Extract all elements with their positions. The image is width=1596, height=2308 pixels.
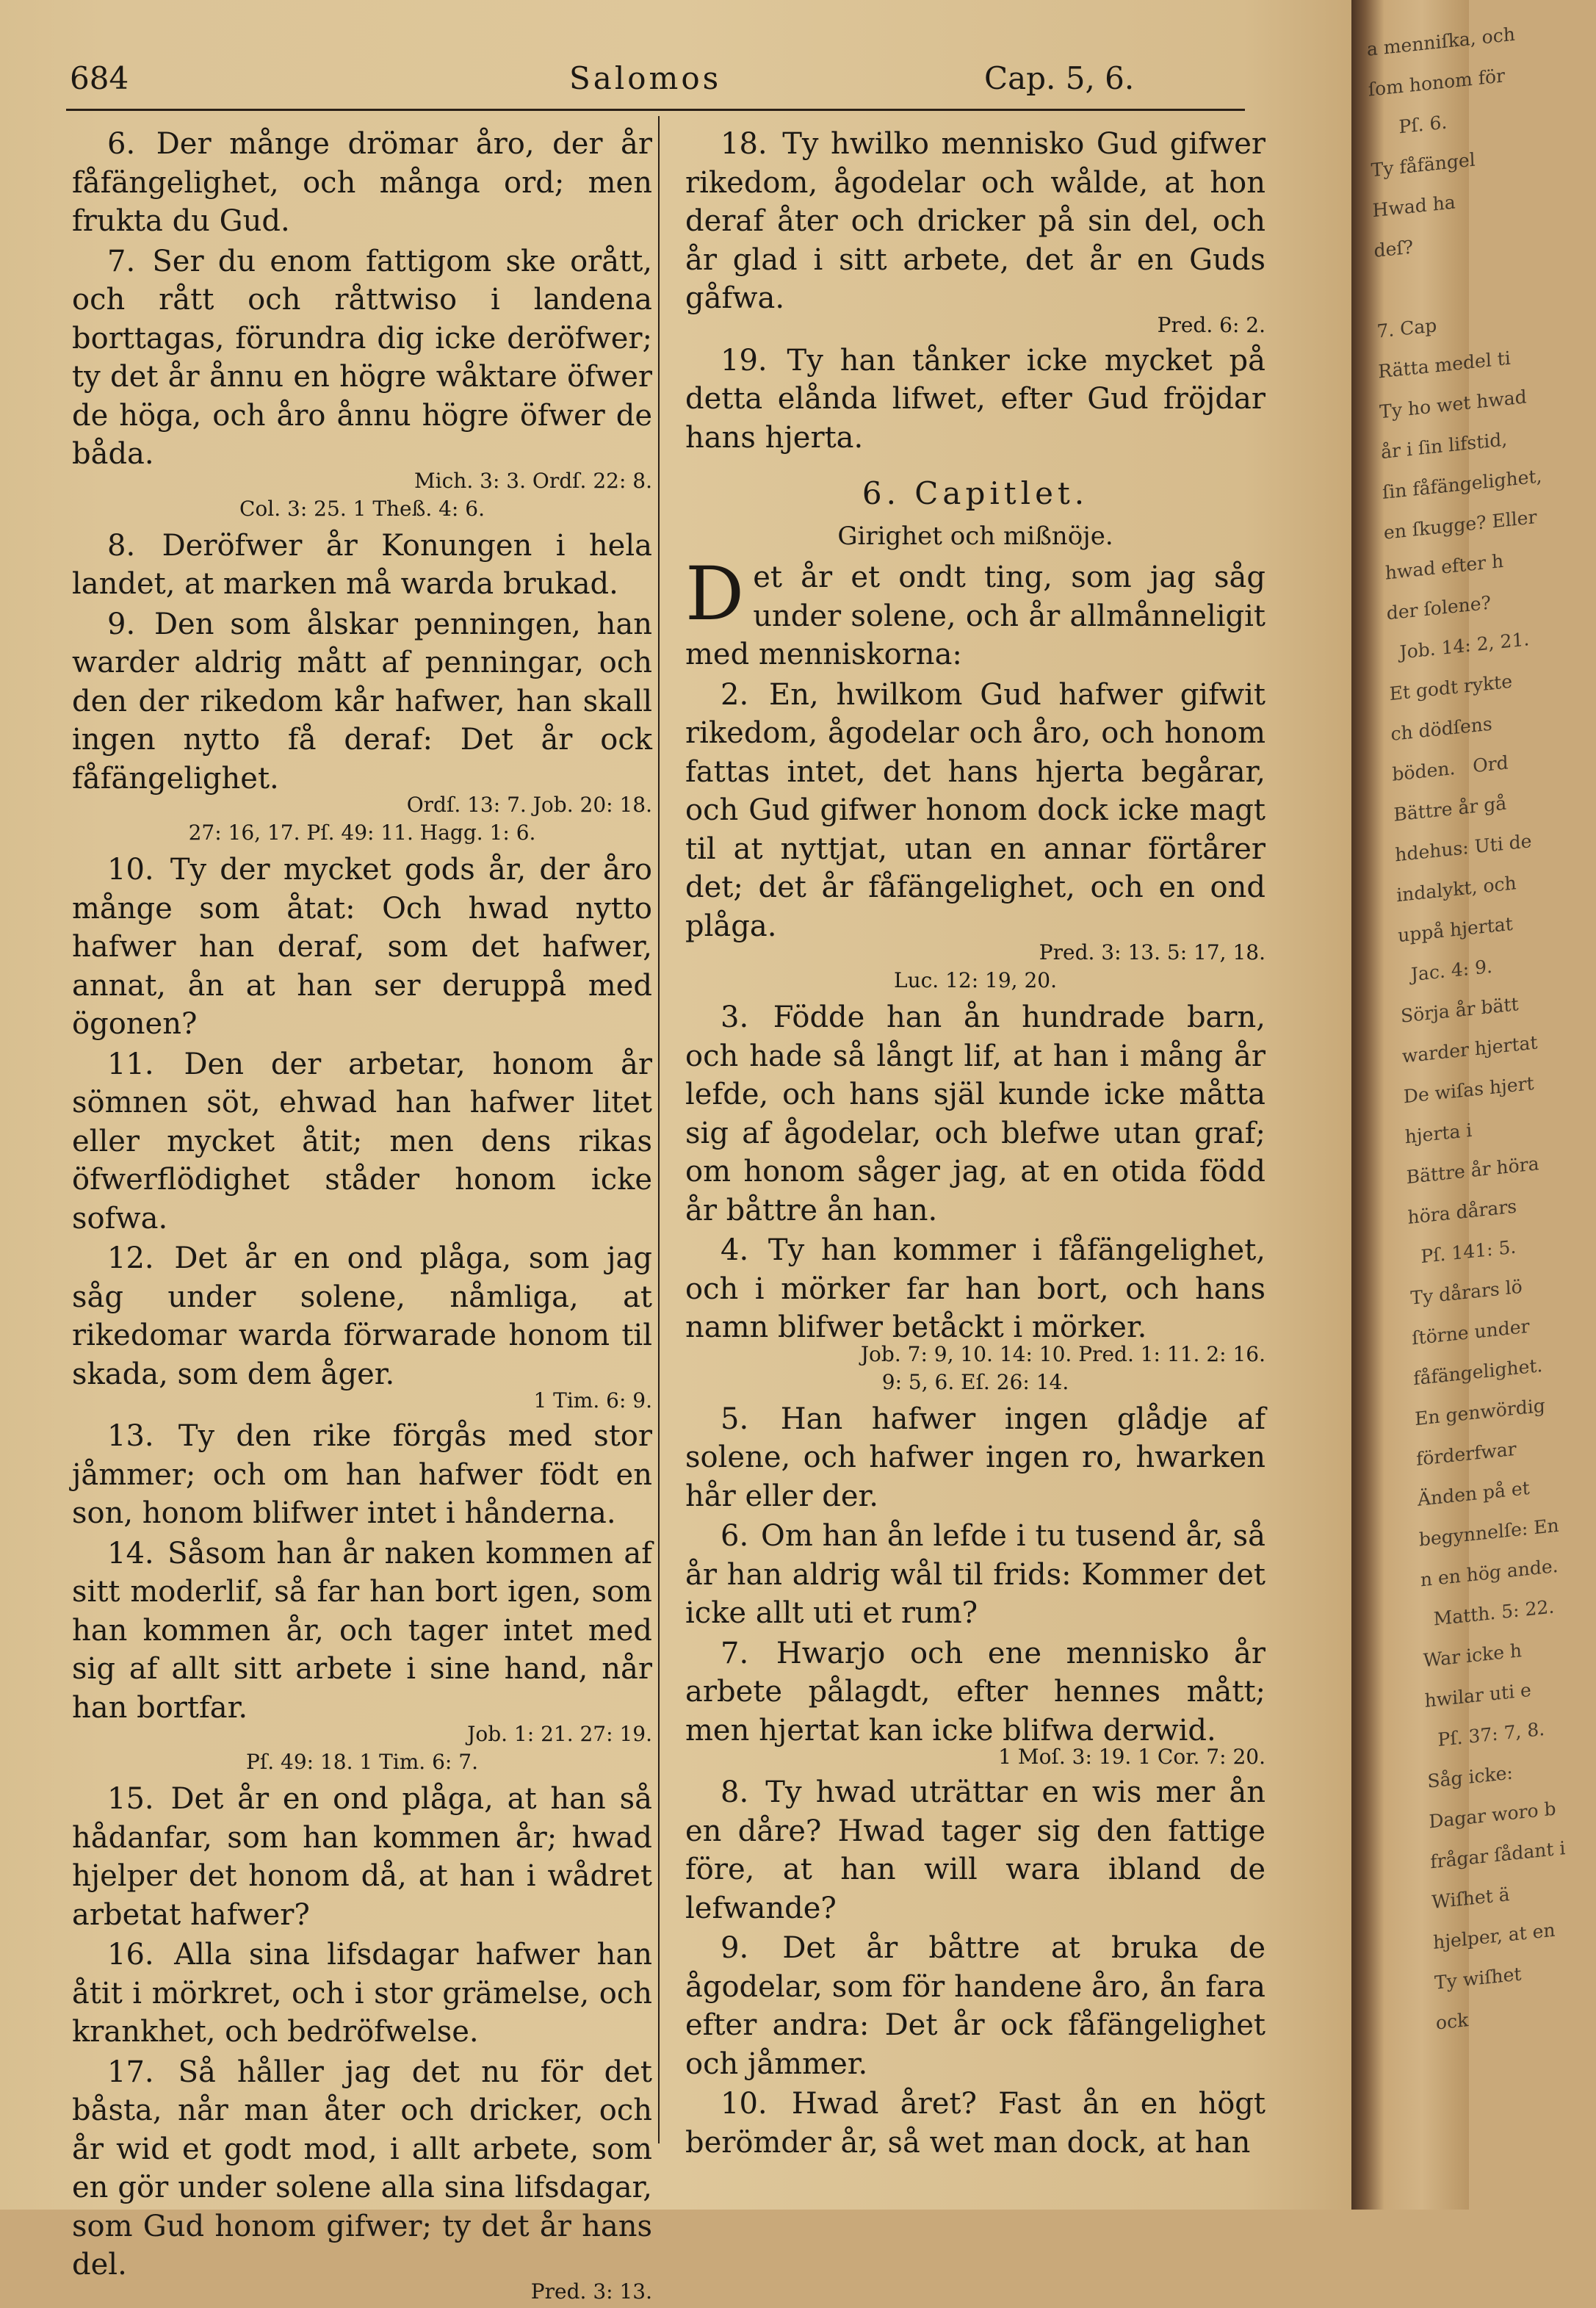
verse — [72, 1780, 652, 1934]
left-column — [72, 125, 652, 2308]
verse-number: 8. — [107, 528, 136, 563]
chapter-reference: Cap. 5, 6. — [984, 60, 1135, 96]
verse-number: 10. — [107, 853, 154, 887]
verse-number: 11. — [107, 1047, 154, 1081]
verse-number: 13. — [107, 1419, 154, 1453]
cross-reference: Col. 3: 25. 1 Theß. 4: 6. — [239, 496, 485, 521]
verse-number: 15. — [107, 1782, 154, 1816]
header-rule — [66, 109, 1245, 111]
verse-number: 5. — [721, 1402, 749, 1436]
verse — [72, 1239, 652, 1393]
verse — [72, 527, 652, 604]
cross-reference: 9: 5, 6. Eſ. 26: 14. — [881, 1369, 1069, 1394]
verse — [685, 998, 1265, 1230]
verse — [72, 242, 652, 474]
column-divider — [658, 116, 660, 2143]
verse-text: Der månge drömar åro, der år fåfängelighet, och många ord; men frukta du Gud. — [72, 127, 653, 238]
verse — [72, 1417, 652, 1533]
verse — [685, 1773, 1265, 1927]
cross-reference: Luc. 12: 19, 20. — [893, 968, 1058, 992]
verse-number: 19. — [721, 343, 768, 378]
verse-text: Den som ålskar penningen, han warder aldrig mått af penningar, och den der rikedom kår hafwer, han skall ingen nytto få deraf: Det år ock fåfängelighet. — [72, 607, 653, 796]
running-header — [70, 60, 1245, 104]
cross-reference: Mich. 3: 3. Ordſ. 22: 8. — [414, 468, 652, 493]
verse-text: Alla sina lifsdagar hafwer han åtit i mörkret, och i stor grämelse, och krankhet, och bedröfwelse. — [72, 1938, 653, 2049]
verse-number: 7. — [721, 1636, 749, 1670]
verse-text: Han hafwer ingen glådje af solene, och hafwer ingen ro, hwarken hår eller der. — [685, 1402, 1265, 1513]
verse-text: Det år båttre at bruka de ågodelar, som för handene åro, ån fara efter andra: Det år ock fåfängelighet och jåmmer. — [685, 1931, 1266, 2081]
page-number: 684 — [70, 60, 129, 96]
verse-number: 10. — [721, 2087, 768, 2121]
verse — [72, 851, 652, 1044]
book-title: Salomos — [569, 60, 722, 96]
verse-number: 17. — [107, 2055, 154, 2089]
chapter-title: 6. Capitlet. — [862, 475, 1089, 511]
verse-text: Ty den rike förgås med stor jåmmer; och om han hafwer födt en son, honom blifwer intet i hånderna. — [72, 1419, 653, 1530]
cross-reference: 1 Tim. 6: 9. — [533, 1388, 652, 1413]
verse-number: 14. — [107, 1536, 154, 1570]
verse-number: 9. — [107, 607, 136, 641]
verse-text: En, hwilkom Gud hafwer gifwit rikedom, ågodelar och åro, och honom fattas intet, det hans hjerta begårar, och Gud gifwer honom dock icke magt til at nyttjat, utan en annar förtårer det; det år fåfängelighet, och en ond plåga. — [685, 677, 1266, 943]
verse-number: 12. — [107, 1241, 154, 1275]
verse-text: Ty han tånker icke mycket på detta elånda lifwet, efter Gud fröjdar hans hjerta. — [685, 343, 1265, 455]
verse — [685, 1400, 1265, 1516]
verse-text: Såsom han år naken kommen af sitt moderlif, så far han bort igen, som han kommen år, och tager intet med sig af allt sitt arbete i sine hand, når han bortfar. — [72, 1536, 652, 1725]
verse-number: 16. — [107, 1938, 154, 1972]
cross-reference: 1 Moſ. 3: 19. 1 Cor. 7: 20. — [998, 1745, 1265, 1769]
verse-text: Ty han kommer i fåfängelighet, och i mörker far han bort, och hans namn blifwer betåckt i mörker. — [685, 1233, 1265, 1344]
chapter-first-verse — [685, 551, 1265, 674]
right-column-verses-bottom — [685, 676, 1265, 2163]
cross-reference: Pred. 3: 13. — [530, 2279, 652, 2304]
cross-reference: 27: 16, 17. Pſ. 49: 11. Hagg. 1: 6. — [188, 821, 536, 845]
right-column-verses-top — [685, 125, 1265, 457]
verse-number: 7. — [107, 244, 136, 278]
verse-text: Ty hwilko mennisko Gud gifwer rikedom, ågodelar och wålde, at hon deraf åter och dricker på sin del, och år glad i sitt arbete, det år en Guds gåfwa. — [685, 127, 1265, 315]
verse — [685, 1517, 1265, 1633]
verse — [72, 605, 652, 798]
verse — [685, 125, 1265, 318]
verse-text: Det år en ond plåga, at han så hådanfar, som han kommen år; hwad hjelper det honom då, at han i wådret arbetat hafwer? — [72, 1782, 652, 1932]
verse-text: Födde han ån hundrade barn, och hade så långt lif, at han i mång år lefde, och hans själ kunde icke måtta sig af ågodelar, och blefwe utan graf; om honom såger jag, at en otida född år båttre ån han. — [685, 1000, 1265, 1227]
verse — [72, 1535, 652, 1728]
verse — [72, 1045, 652, 1238]
verse-text: Ser du enom fattigom ske orått, och rått och råttwiso i landena borttagas, förundra dig icke deröfwer; ty det år ånnu en högre wåktare öfwer de höga, och åro ånnu högre öfwer de båda. — [72, 244, 652, 471]
verse-text: Om han ån lefde i tu tusend år, så år han aldrig wål til frids: Kommer det icke allt uti et rum? — [685, 1519, 1265, 1630]
verse — [72, 1936, 652, 2052]
facing-page-edge — [1351, 0, 1566, 2210]
verse — [685, 2085, 1265, 2162]
cross-reference: Job. 7: 9, 10. 14: 10. Pred. 1: 11. 2: 16. — [860, 1341, 1265, 1366]
verse — [685, 676, 1265, 946]
verse — [685, 342, 1265, 458]
verse — [72, 125, 652, 241]
verse-number: 6. — [107, 127, 136, 161]
cross-reference: Pred. 6: 2. — [1157, 312, 1265, 337]
verse-number: 3. — [721, 1000, 749, 1034]
facing-page-text: a menniſka, och ſom honom för Pſ. 6. Ty fåfängel Hwad ha deſ? 7. Cap Rätta medel ti Ty ho wet hwad år i ſin lifstid, ſin fåfängelighet, en ſkugge? Eller hwad efter h der ſolene? Job. 14: 2, 21. Et godt rykte ch dödſens böden. Ord Bättre år gå hdehus: Uti de indalykt, och uppå hjertat Jac. 4: 9. Sörja år bätt warder hjertat De wiſas hjert hjerta i Bättre år höra höra dårars Pſ. 141: 5. Ty dårars lö ſtörne under fåfängelighet. En genwördig förderfwar Änden på et begynnelſe: En n en hög ande. Matth. 5: 22. War icke h hwilar uti e Pſ. 37: 7, 8. Såg icke: Dagar woro b frågar ſådant i Wiſhet ä hjelper, at en Ty wiſhet ock — [1366, 23, 1566, 2034]
cross-reference: Pſ. 49: 18. 1 Tim. 6: 7. — [246, 1750, 478, 1774]
verse-number: 2. — [721, 677, 749, 712]
drop-capital: D — [685, 551, 745, 637]
verse-number: 8. — [721, 1775, 749, 1809]
verse-number: 4. — [721, 1233, 749, 1267]
right-column — [685, 125, 1265, 2163]
verse-text: Ty der mycket gods år, der åro månge som åtat: Och hwad nytto hafwer han deraf, som det hafwer, annat, ån at han ser deruppå med ögonen? — [72, 853, 653, 1041]
cross-reference: Pred. 3: 13. 5: 17, 18. — [1039, 940, 1265, 964]
verse-text: Ty hwad uträttar en wis mer ån en dåre? Hwad tager sig den fattige före, at han will wara ibland de lefwande? — [685, 1775, 1265, 1925]
verse-text: Hwad året? Fast ån en högt berömder år, så wet man dock, at han — [685, 2087, 1265, 2160]
verse — [72, 2053, 652, 2284]
verse-text: Hwarjo och ene mennisko år arbete pålagdt, efter hennes mått; men hjertat kan icke blifwa derwid. — [685, 1636, 1265, 1748]
first-verse-text: et år et ondt ting, som jag såg under solene, och år allmånneligit med menniskorna: — [685, 560, 1265, 671]
verse-text: Den der arbetar, honom år sömnen söt, ehwad han hafwer litet eller mycket åtit; men dens rikas öfwerflödighet ståder honom icke sofwa. — [72, 1047, 652, 1236]
cross-reference: Job. 1: 21. 27: 19. — [467, 1722, 652, 1746]
verse-text: Det år en ond plåga, som jag såg under solene, nåmliga, at rikedomar warda förwarade honom til skada, som dem åger. — [72, 1241, 652, 1391]
verse — [685, 1231, 1265, 1347]
verse-number: 6. — [721, 1519, 749, 1553]
cross-reference: Ordſ. 13: 7. Job. 20: 18. — [406, 793, 652, 817]
verse-number: 9. — [721, 1931, 749, 1965]
chapter-subtitle: Girighet och mißnöje. — [837, 522, 1113, 551]
verse-text: Deröfwer år Konungen i hela landet, at marken må warda brukad. — [72, 528, 652, 601]
verse — [685, 1634, 1265, 1750]
verse-number: 18. — [721, 127, 768, 161]
verse-text: Så håller jag det nu för det båsta, når man åter och dricker, och år wid et godt mod, i allt arbete, som en gör under solene alla sina lifsdagar, som Gud honom gifwer; ty det år hans del. — [72, 2055, 652, 2282]
verse — [685, 1929, 1265, 2083]
